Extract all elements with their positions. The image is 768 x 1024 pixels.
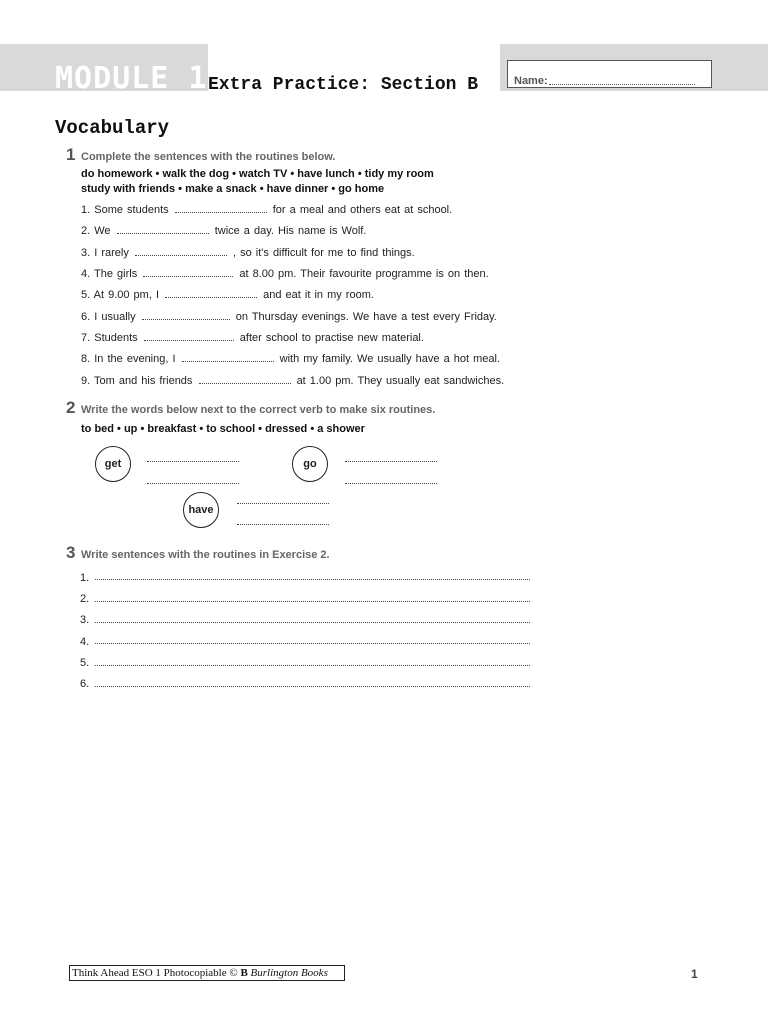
answer-line[interactable]	[147, 483, 239, 484]
writing-line[interactable]	[95, 622, 530, 623]
answer-blank[interactable]	[117, 224, 209, 234]
sentence-end: for a meal and others eat at school.	[272, 204, 453, 216]
sentence-number: 2.	[81, 225, 91, 237]
answer-blank[interactable]	[165, 288, 257, 298]
sentence-start: At 9.00 pm, I	[93, 289, 160, 301]
sentence-9	[81, 374, 504, 388]
sentence-start: Some students	[94, 204, 169, 216]
page-number: 1	[691, 967, 698, 981]
sentence-start: I usually	[94, 311, 136, 323]
answer-blank[interactable]	[135, 246, 227, 256]
sentence-6	[81, 310, 497, 324]
answer-line[interactable]	[237, 524, 329, 525]
module-title: MODULE 1	[55, 61, 208, 96]
sentence-2	[81, 224, 366, 238]
exercise-3-number: 3	[66, 543, 76, 562]
sentence-start: In the evening, I	[94, 353, 176, 365]
sentence-number: 5.	[81, 289, 91, 301]
exercise-3-instruction: Write sentences with the routines in Exercise 2.	[81, 549, 330, 561]
sentence-4	[81, 267, 489, 281]
section-heading: Vocabulary	[55, 117, 170, 139]
exercise-2-instruction: Write the words below next to the correct verb to make six routines.	[81, 404, 436, 416]
sentence-end: on Thursday evenings. We have a test every Friday.	[235, 311, 497, 323]
sentence-1	[81, 203, 452, 217]
answer-blank[interactable]	[199, 374, 291, 384]
line-number: 1.	[80, 572, 90, 584]
sentence-end: twice a day. His name is Wolf.	[214, 225, 367, 237]
sentence-start: Students	[94, 332, 138, 344]
sentence-start: We	[94, 225, 111, 237]
line-number: 3.	[80, 614, 90, 626]
verb-circle-go	[292, 446, 328, 482]
line-number: 4.	[80, 636, 90, 648]
exercise-1-wordbank-line-2: study with friends • make a snack • have dinner • go home	[81, 183, 385, 195]
sentence-end: and eat it in my room.	[263, 289, 374, 301]
writing-line[interactable]	[95, 643, 530, 644]
sentence-end: after school to practise new material.	[239, 332, 424, 344]
answer-line[interactable]	[345, 483, 437, 484]
sentence-7	[81, 331, 424, 345]
sentence-8	[81, 352, 500, 366]
sentence-start: Tom and his friends	[94, 375, 193, 387]
line-number: 5.	[80, 657, 90, 669]
writing-line[interactable]	[95, 665, 530, 666]
sentence-end: with my family. We usually have a hot meal.	[279, 353, 500, 365]
line-number: 2.	[80, 593, 90, 605]
answer-blank[interactable]	[143, 267, 233, 277]
sentence-start: I rarely	[94, 247, 129, 259]
name-field[interactable]	[549, 84, 695, 85]
exercise-1-wordbank-line-1: do homework • walk the dog • watch TV • have lunch • tidy my room	[81, 168, 434, 180]
writing-line[interactable]	[95, 579, 530, 580]
sentence-number: 8.	[81, 353, 91, 365]
section-title: Extra Practice: Section B	[208, 75, 479, 95]
verb-circle-get	[95, 446, 131, 482]
publisher-logo: B	[240, 967, 248, 979]
verb-label: have	[188, 504, 214, 516]
answer-line[interactable]	[147, 461, 239, 462]
answer-line[interactable]	[345, 461, 437, 462]
verb-label: go	[303, 458, 317, 470]
sentence-3	[81, 246, 415, 260]
sentence-start: The girls	[94, 268, 138, 280]
sentence-number: 6.	[81, 311, 91, 323]
sentence-number: 1.	[81, 204, 91, 216]
sentence-number: 4.	[81, 268, 91, 280]
sentence-number: 3.	[81, 247, 91, 259]
sentence-number: 7.	[81, 332, 91, 344]
name-label: Name:	[514, 75, 548, 87]
publisher-name: Burlington Books	[250, 967, 328, 979]
writing-line[interactable]	[95, 601, 530, 602]
sentence-end: at 1.00 pm. They usually eat sandwiches.	[296, 375, 505, 387]
footer-credit	[72, 966, 328, 980]
writing-line[interactable]	[95, 686, 530, 687]
verb-label: get	[104, 458, 122, 470]
answer-blank[interactable]	[144, 331, 234, 341]
line-number: 6.	[80, 678, 90, 690]
exercise-1-number: 1	[66, 145, 76, 164]
exercise-1-instruction: Complete the sentences with the routines below.	[81, 151, 336, 163]
sentence-number: 9.	[81, 375, 91, 387]
sentence-end: at 8.00 pm. Their favourite programme is on then.	[239, 268, 489, 280]
answer-blank[interactable]	[142, 310, 230, 320]
answer-blank[interactable]	[182, 352, 274, 362]
footer-text: Think Ahead ESO 1 Photocopiable ©	[72, 967, 241, 979]
sentence-end: , so it's difficult for me to find things.	[233, 247, 415, 259]
answer-blank[interactable]	[175, 203, 267, 213]
sentence-5	[81, 288, 374, 302]
answer-line[interactable]	[237, 503, 329, 504]
verb-circle-have	[183, 492, 219, 528]
exercise-2-number: 2	[66, 398, 76, 417]
exercise-2-wordbank: to bed • up • breakfast • to school • dressed • a shower	[81, 423, 365, 435]
